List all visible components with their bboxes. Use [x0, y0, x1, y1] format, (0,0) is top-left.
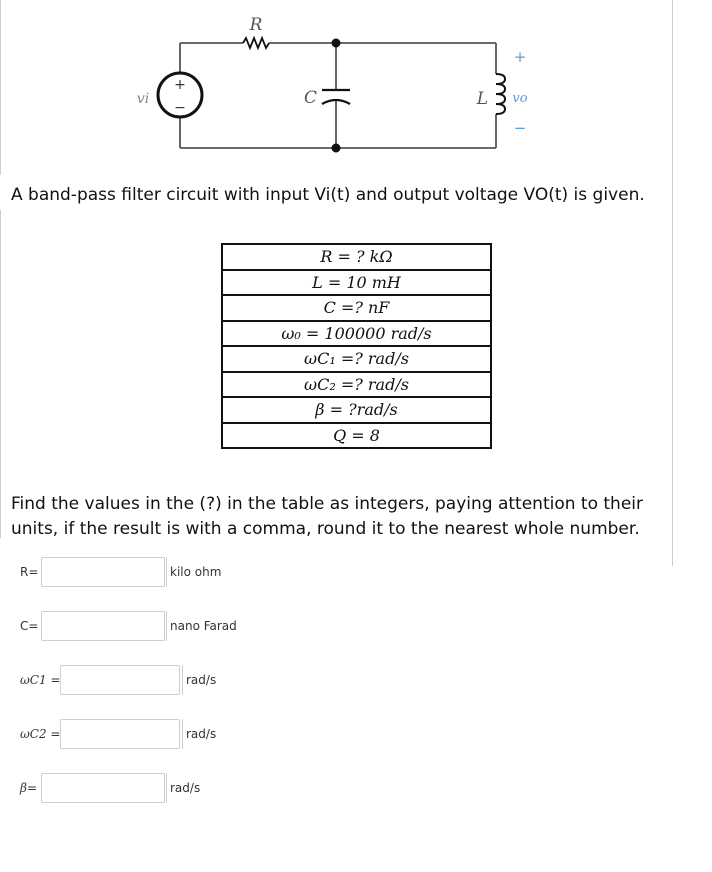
answer-unit-wc2: rad/s [182, 719, 216, 749]
answer-label-beta: β= [20, 781, 37, 795]
table-row: ω₀ = 100000 rad/s [221, 322, 492, 348]
answer-label-wc2: ωC2 = [20, 727, 61, 741]
node-bottom [332, 144, 341, 153]
table-row: R = ? kΩ [221, 245, 492, 271]
source-plus: + [174, 77, 186, 93]
answer-unit-c: nano Farad [166, 611, 237, 641]
table-row: L = 10 mH [221, 271, 492, 297]
source-minus: − [174, 100, 186, 116]
output-minus: − [513, 119, 527, 137]
answer-input-r[interactable] [41, 557, 165, 587]
intro-text: A band-pass filter circuit with input Vi(t) and output voltage VO(t) is given. [11, 185, 645, 205]
answer-input-wc1[interactable] [60, 665, 180, 695]
frame-left-bottom [0, 210, 1, 538]
parameter-table [221, 243, 492, 449]
answer-input-c[interactable] [41, 611, 165, 641]
inductor-label: L [476, 89, 488, 109]
table-row: ωC₂ =? rad/s [221, 373, 492, 399]
table-row: β = ?rad/s [221, 398, 492, 424]
answer-label-c: C= [20, 619, 39, 633]
node-top [332, 39, 341, 48]
circuit-diagram [0, 0, 712, 180]
answer-input-beta[interactable] [41, 773, 165, 803]
resistor-label: R [249, 15, 263, 35]
resistor-symbol [243, 38, 269, 48]
answer-unit-wc1: rad/s [182, 665, 216, 695]
capacitor-label: C [303, 88, 317, 108]
answer-unit-beta: rad/s [166, 773, 200, 803]
output-voltage-label: vo [512, 91, 528, 106]
answer-label-wc1: ωC1 = [20, 673, 61, 687]
table-row: Q = 8 [221, 424, 492, 448]
answer-label-r: R= [20, 565, 39, 579]
inductor-symbol [496, 74, 505, 114]
instructions-text: Find the values in the (?) in the table as integers, paying attention to their units, if the result is with a comma, round it to the nearest whole number. [11, 494, 643, 539]
answer-input-wc2[interactable] [60, 719, 180, 749]
input-voltage-label: vi [136, 91, 150, 107]
output-plus: + [513, 48, 527, 66]
table-row: C =? nF [221, 296, 492, 322]
answer-unit-r: kilo ohm [166, 557, 221, 587]
table-row: ωC₁ =? rad/s [221, 347, 492, 373]
